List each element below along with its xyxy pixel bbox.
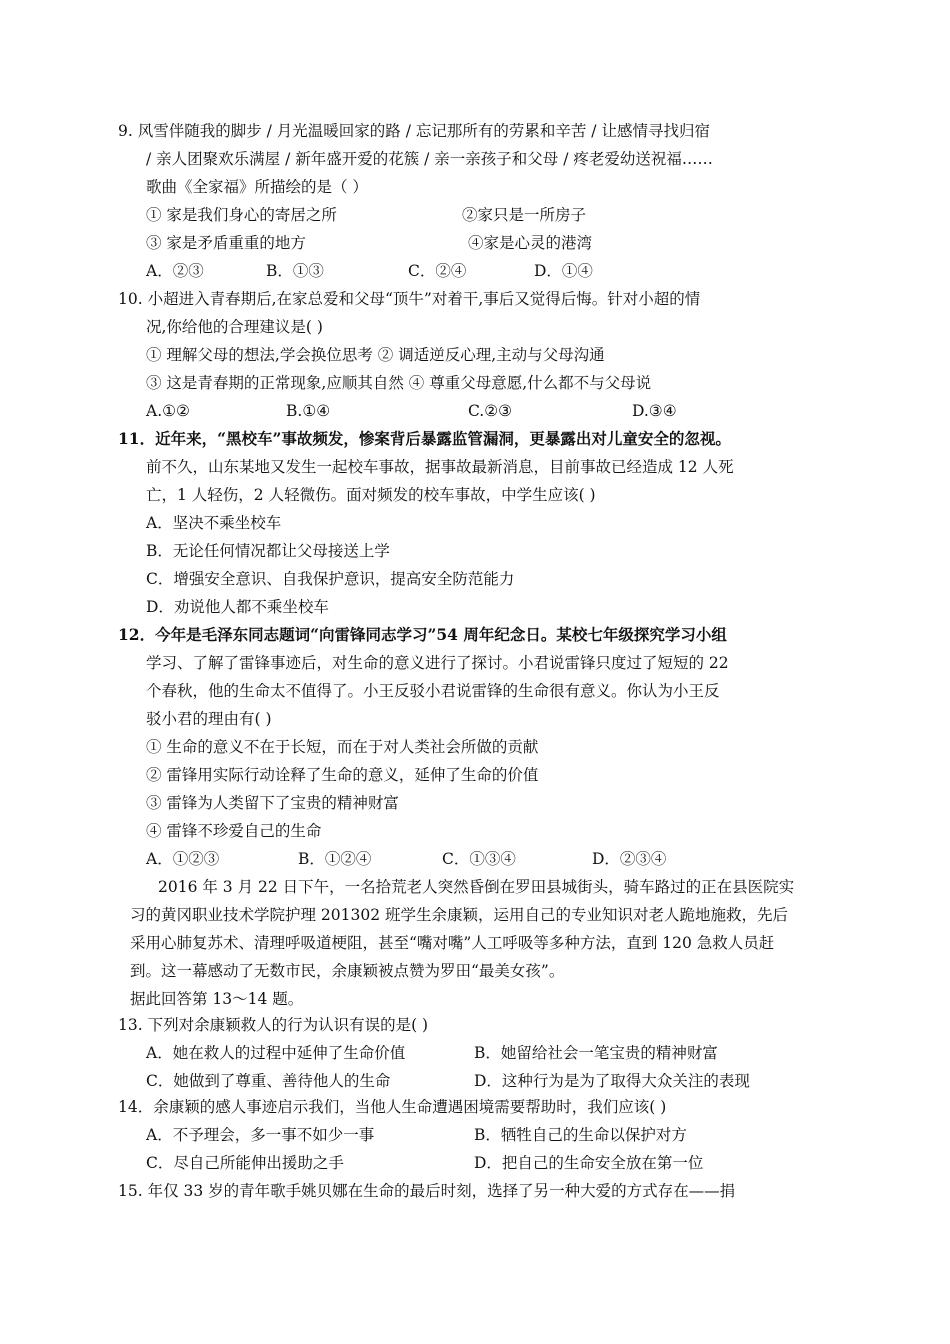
q12-statement-4: ④ 雷锋不珍爱自己的生命 xyxy=(146,822,322,840)
passage-line1: 2016 年 3 月 22 日下午，一名拾荒老人突然昏倒在罗田县城街头，骑车路过的正在县医院实 xyxy=(158,878,795,896)
q12-statement-2: ② 雷锋用实际行动诠释了生命的意义，延伸了生命的价值 xyxy=(146,766,539,784)
q9-stem-line3: 歌曲《全家福》所描绘的是（ ） xyxy=(146,178,368,196)
q13-option-d: D．这种行为是为了取得大众关注的表现 xyxy=(474,1072,750,1090)
q12-stem-line2: 学习、了解了雷锋事迹后，对生命的意义进行了探讨。小君说雷锋只度过了短短的 22 xyxy=(146,654,729,672)
passage-instruction: 据此回答第 13～14 题。 xyxy=(130,990,304,1008)
passage-line2: 习的黄冈职业技术学院护理 201302 班学生余康颖，运用自己的专业知识对老人跪地施救，先后 xyxy=(130,906,789,924)
q9-option-d: D．①④ xyxy=(534,262,593,280)
q9-statement-4: ④家是心灵的港湾 xyxy=(468,234,593,252)
q9-statement-1: ① 家是我们身心的寄居之所 xyxy=(146,206,337,224)
q11-stem-line2: 前不久，山东某地又发生一起校车事故，据事故最新消息，目前事故已经造成 12 人死 xyxy=(146,458,734,476)
q15-stem-line1: 15. 年仅 33 岁的青年歌手姚贝娜在生命的最后时刻，选择了另一种大爱的方式存在——捐 xyxy=(118,1182,736,1200)
q9-statement-3: ③ 家是矛盾重重的地方 xyxy=(146,234,306,252)
q11-option-a: A．坚决不乘坐校车 xyxy=(146,514,282,532)
q13-option-c: C．她做到了尊重、善待他人的生命 xyxy=(146,1072,391,1090)
q9-option-c: C．②④ xyxy=(408,262,467,280)
q12-statement-3: ③ 雷锋为人类留下了宝贵的精神财富 xyxy=(146,794,399,812)
q10-option-b: B.①④ xyxy=(286,402,331,420)
q12-option-d: D．②③④ xyxy=(592,850,667,868)
q11-option-c: C．增强安全意识、自我保护意识，提高安全防范能力 xyxy=(146,570,515,588)
q14-stem: 14．余康颖的感人事迹启示我们，当他人生命遭遇困境需要帮助时，我们应该( ) xyxy=(118,1098,667,1116)
q12-statement-1: ① 生命的意义不在于长短，而在于对人类社会所做的贡献 xyxy=(146,738,539,756)
q10-option-a: A.①② xyxy=(146,402,190,420)
q12-option-c: C．①③④ xyxy=(442,850,516,868)
q12-option-b: B．①②④ xyxy=(298,850,372,868)
q10-stem-line2: 况,你给他的合理建议是( ) xyxy=(146,318,323,336)
q14-option-d: D．把自己的生命安全放在第一位 xyxy=(474,1154,704,1172)
q11-stem-line3: 亡，1 人轻伤，2 人轻微伤。面对频发的校车事故，中学生应该( ) xyxy=(146,486,596,504)
q13-stem: 13. 下列对余康颖救人的行为认识有误的是( ) xyxy=(118,1016,429,1034)
q14-option-c: C．尽自己所能伸出援助之手 xyxy=(146,1154,344,1172)
q14-option-a: A．不予理会，多一事不如少一事 xyxy=(146,1126,375,1144)
q14-option-b: B．牺牲自己的生命以保护对方 xyxy=(474,1126,687,1144)
passage-line3: 采用心肺复苏术、清理呼吸道梗阻，甚至“嘴对嘴”人工呼吸等多种方法，直到 120 急救人员赶 xyxy=(130,934,775,952)
q13-option-a: A．她在救人的过程中延伸了生命价值 xyxy=(146,1044,406,1062)
q11-option-d: D．劝说他人都不乘坐校车 xyxy=(146,598,329,616)
q10-statements-34: ③ 这是青春期的正常现象,应顺其自然 ④ 尊重父母意愿,什么都不与父母说 xyxy=(146,374,652,392)
q9-stem-line2: / 亲人团聚欢乐满屋 / 新年盛开爱的花簇 / 亲一亲孩子和父母 / 疼老爱幼送祝福…… xyxy=(146,150,713,168)
q9-option-b: B．①③ xyxy=(266,262,324,280)
q9-option-a: A．②③ xyxy=(146,262,204,280)
q10-stem-line1: 10. 小超进入青春期后,在家总爱和父母“顶牛”对着干,事后又觉得后悔。针对小超的情 xyxy=(118,290,701,308)
q13-option-b: B．她留给社会一笔宝贵的精神财富 xyxy=(474,1044,718,1062)
q10-option-d: D.③④ xyxy=(632,402,677,420)
q11-option-b: B．无论任何情况都让父母接送上学 xyxy=(146,542,390,560)
q9-stem-line1: 9. 风雪伴随我的脚步 / 月光温暖回家的路 / 忘记那所有的劳累和辛苦 / 让感情寻找归宿 xyxy=(118,122,710,140)
q12-option-a: A．①②③ xyxy=(146,850,220,868)
q12-stem-line4: 驳小君的理由有( ) xyxy=(146,710,272,728)
q11-stem-line1: 11．近年来，“黑校车”事故频发，惨案背后暴露监管漏洞，更暴露出对儿童安全的忽视。 xyxy=(118,429,731,448)
q10-statements-12: ① 理解父母的想法,学会换位思考 ② 调适逆反心理,主动与父母沟通 xyxy=(146,346,605,364)
q9-statement-2: ②家只是一所房子 xyxy=(462,206,587,224)
q10-option-c: C.②③ xyxy=(468,402,513,420)
q12-stem-line1: 12．今年是毛泽东同志题词“向雷锋同志学习”54 周年纪念日。某校七年级探究学习小组 xyxy=(118,625,727,644)
q12-stem-line3: 个春秋，他的生命太不值得了。小王反驳小君说雷锋的生命很有意义。你认为小王反 xyxy=(146,682,720,700)
passage-line4: 到。这一幕感动了无数市民，余康颖被点赞为罗田“最美女孩”。 xyxy=(130,962,565,980)
